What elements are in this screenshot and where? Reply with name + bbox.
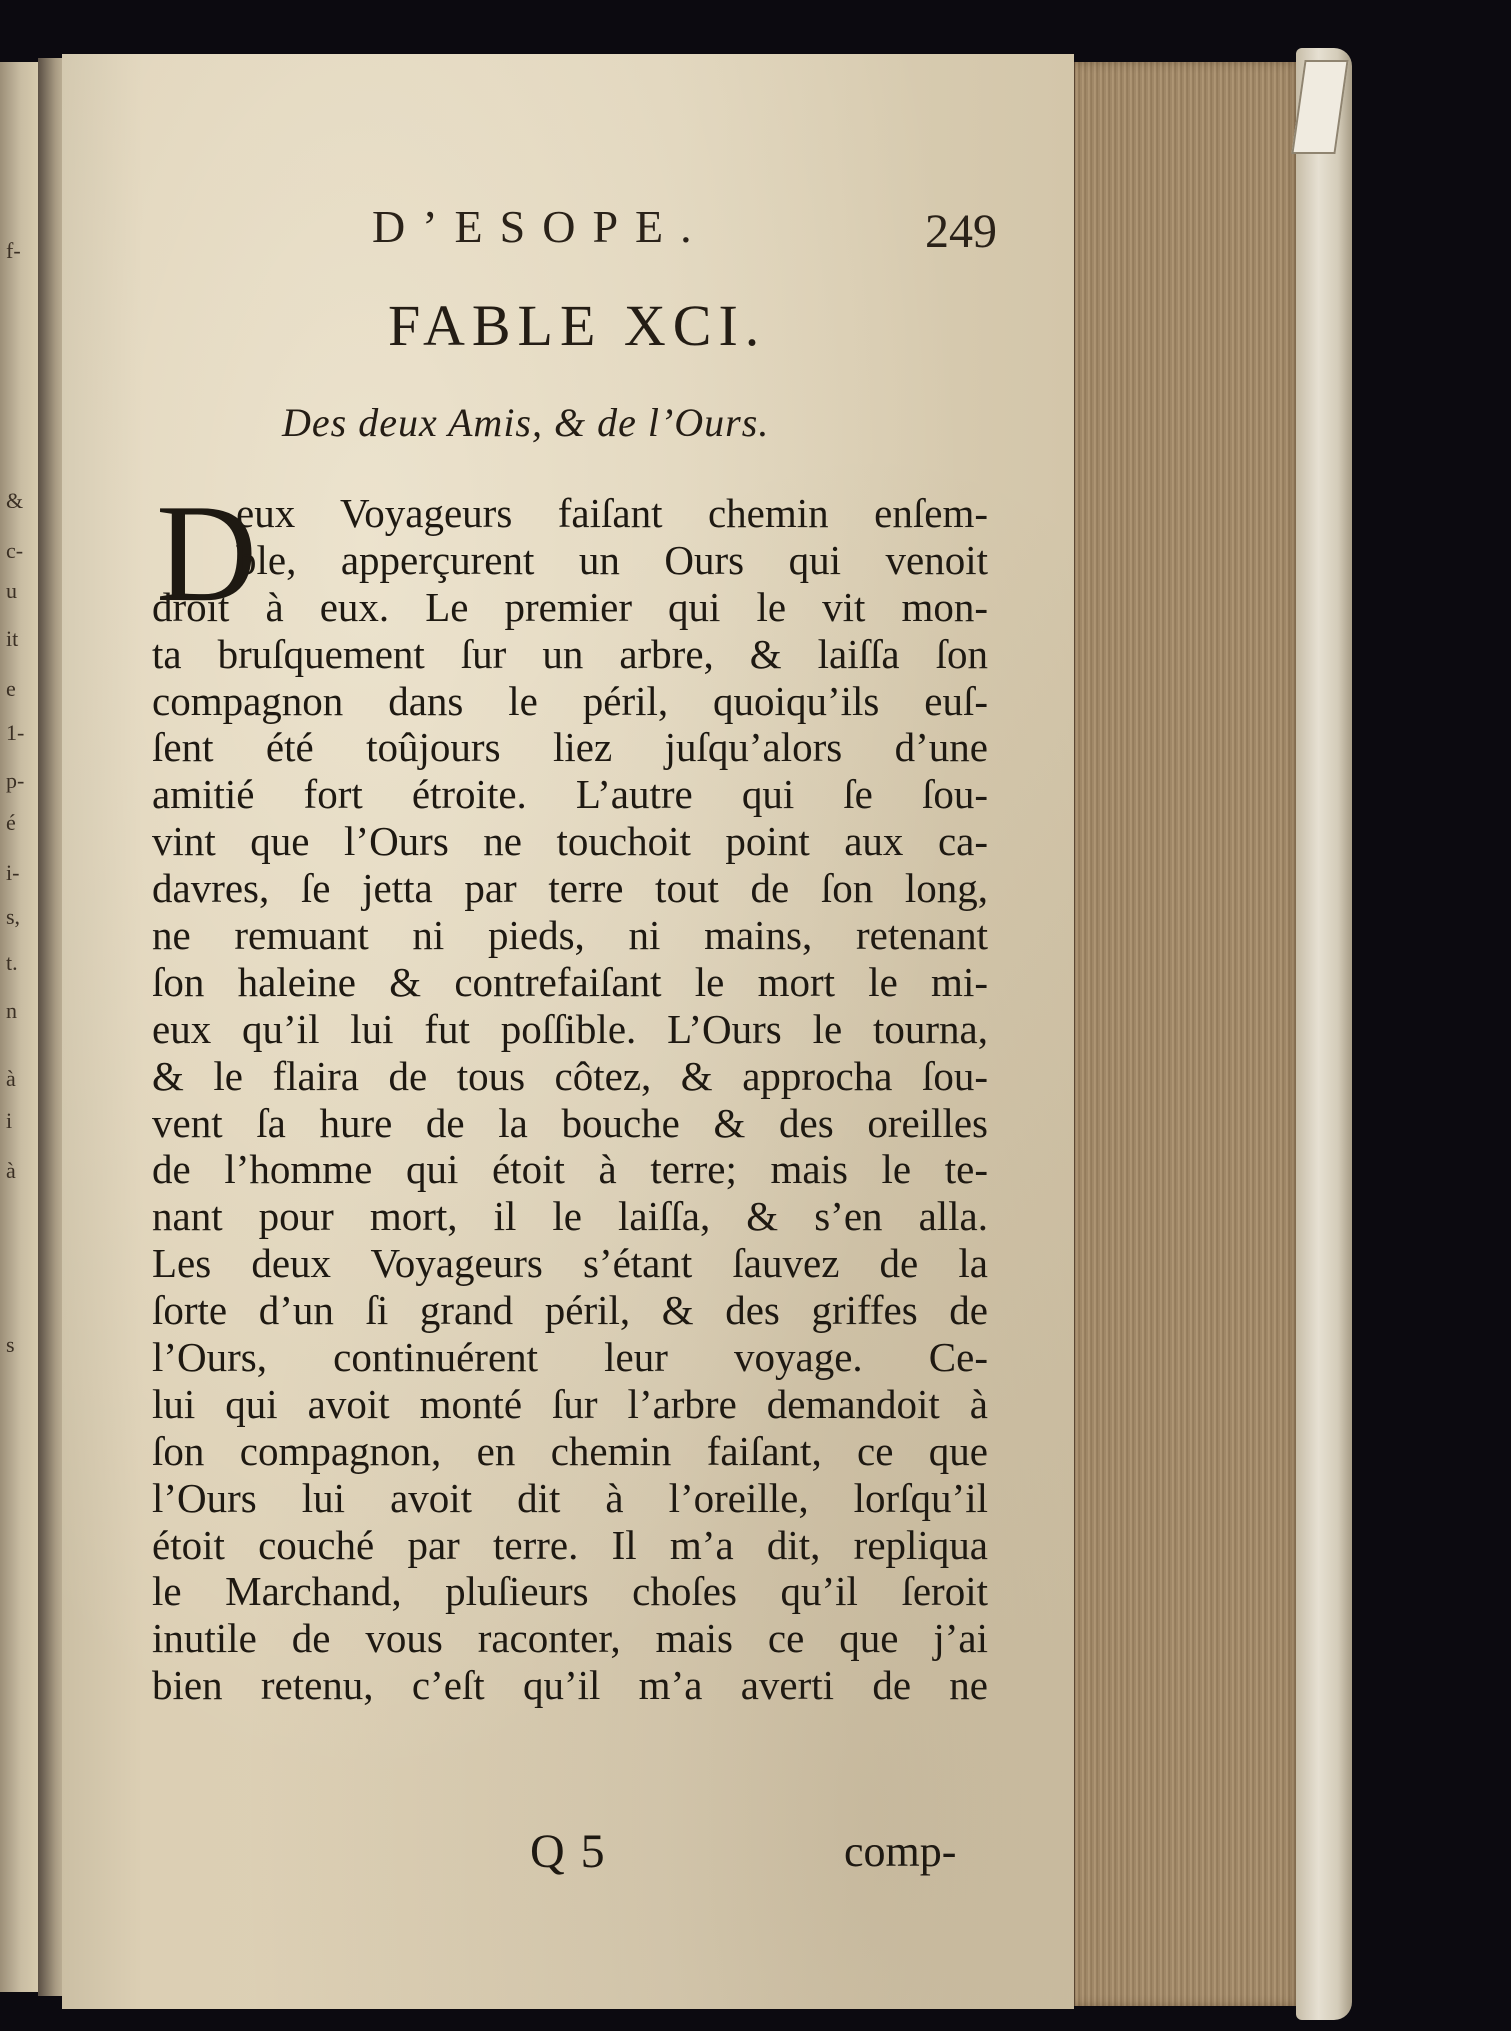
facing-page-fragment: c-: [6, 538, 24, 563]
text-line: nant pour mort, il le laiſſa, & s’en alla.: [152, 1193, 988, 1240]
text-line: de l’homme qui étoit à terre; mais le te-: [152, 1146, 988, 1193]
drop-capital: D: [156, 476, 258, 631]
signature-mark: Q 5: [530, 1825, 607, 1878]
facing-page-fragment: i: [6, 1108, 13, 1133]
fable-title: FABLE XCI.: [388, 293, 767, 358]
text-line: vint que l’Ours ne touchoit point aux ca-: [152, 818, 988, 865]
facing-page-fragment: t.: [6, 950, 18, 975]
text-line: eux qu’il lui fut poſſible. L’Ours le tourna,: [152, 1005, 988, 1052]
text-line: inutile de vous raconter, mais ce que j’ai: [152, 1615, 988, 1662]
facing-page-edge: [0, 62, 40, 1992]
text-line: eux Voyageurs faiſant chemin enſem-: [236, 490, 988, 536]
text-line: ſon haleine & contrefaiſant le mort le mi-: [152, 958, 988, 1005]
facing-page-fragment: f-: [6, 238, 21, 263]
facing-page-fragment: s: [6, 1332, 15, 1357]
text-line: l’Ours lui avoit dit à l’oreille, lorſqu’il: [152, 1474, 988, 1521]
facing-page-fragment: i-: [6, 860, 20, 885]
facing-page-fragment: &: [6, 488, 24, 513]
text-line: le Marchand, pluſieurs choſes qu’il ſeroit: [152, 1568, 988, 1615]
catchword: comp-: [844, 1827, 957, 1876]
facing-page-fragment: it: [6, 626, 19, 651]
text-line: Les deux Voyageurs s’étant ſauvez de la: [152, 1240, 988, 1287]
text-line: amitié fort étroite. L’autre qui ſe ſou-: [152, 771, 988, 818]
text-line: lui qui avoit monté ſur l’arbre demandoit à: [152, 1380, 988, 1427]
text-line: & le flaira de tous côtez, & approcha ſou-: [152, 1052, 988, 1099]
facing-page-fragment: u: [6, 578, 17, 603]
text-line: ſon compagnon, en chemin faiſant, ce que: [152, 1427, 988, 1474]
text-line: ne remuant ni pieds, ni mains, retenant: [152, 912, 988, 959]
text-line: ta bruſquement ſur un arbre, & laiſſa ſon: [152, 630, 988, 677]
text-line: ſorte d’un ſi grand péril, & des griffes de: [152, 1287, 988, 1334]
text-line: ſent été toûjours liez juſqu’alors d’une: [152, 724, 988, 771]
body-text: [152, 490, 988, 1709]
running-head: D’ESOPE.: [372, 201, 709, 252]
page-number: 249: [925, 205, 997, 258]
fable-subtitle: Des deux Amis, & de l’Ours.: [282, 400, 770, 445]
text-line: bien retenu, c’eſt qu’il m’a averti de ne: [152, 1662, 988, 1709]
facing-page-fragment: à: [6, 1066, 16, 1091]
facing-page-fragment: 1-: [6, 720, 25, 745]
text-line: davres, ſe jetta par terre tout de ſon long,: [152, 865, 988, 912]
facing-page-fragment: e: [6, 676, 16, 701]
text-line: droit à eux. Le premier qui le vit mon-: [152, 583, 988, 630]
text-line: vent ſa hure de la bouche & des oreilles: [152, 1099, 988, 1146]
text-line: l’Ours, continuérent leur voyage. Ce-: [152, 1334, 988, 1381]
text-line: étoit couché par terre. Il m’a dit, repliqua: [152, 1521, 988, 1568]
facing-page-fragment: p-: [6, 768, 25, 793]
vellum-binding: [1296, 48, 1352, 2020]
facing-page-fragment: é: [6, 810, 16, 835]
facing-page-fragment: à: [6, 1158, 16, 1183]
text-line: compagnon dans le péril, quoiqu’ils euſ-: [152, 677, 988, 724]
facing-page-fragment: s,: [6, 904, 21, 929]
page-edges: [1072, 62, 1301, 2006]
text-line: ble, apperçurent un Ours qui venoit: [236, 536, 988, 583]
book-page: [62, 54, 1074, 2009]
facing-page-fragment: n: [6, 998, 17, 1023]
